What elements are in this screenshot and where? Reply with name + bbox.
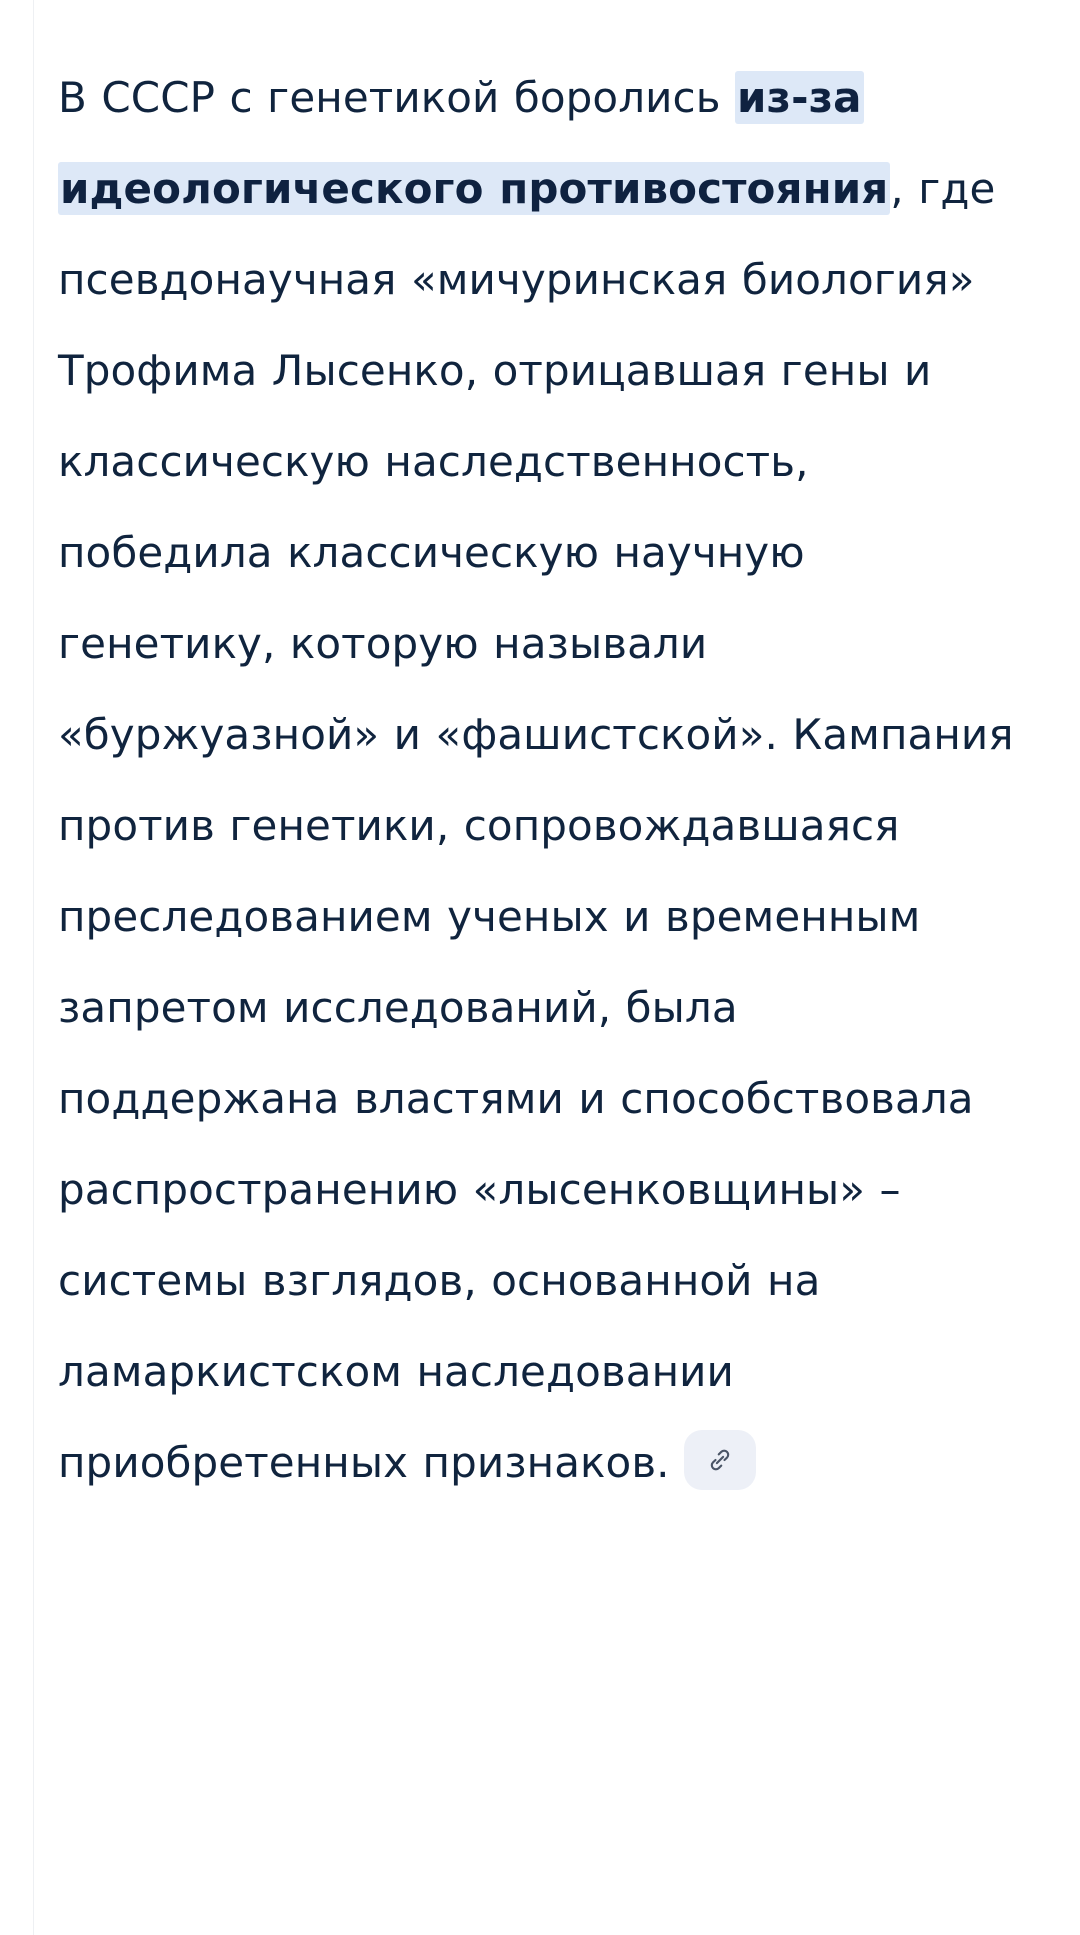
paragraph-lead-text: В СССР с генетикой боролись <box>58 73 736 122</box>
answer-paragraph <box>58 52 1018 1508</box>
citation-chip[interactable] <box>684 1430 756 1490</box>
link-icon <box>705 1445 735 1475</box>
paragraph-rest-text: , где псевдонаучная «мичуринская биология» Трофима Лысенко, отрицавшая гены и классическую наследственность, победила классическую научную генетику, которую называли «буржуазной» и «фашистской». Кампания против генетики, сопровождавшаяся преследованием ученых и временным запретом исследований, была поддержана властями и способствовала распространению «лысенковщины» – системы взглядов, основанной на ламаркистском наследовании приобретенных признаков. <box>58 164 1014 1487</box>
highlighted-phrase: из-за идеологического противостояния <box>60 73 889 213</box>
answer-body <box>58 10 1018 1550</box>
left-gutter <box>0 0 34 1935</box>
